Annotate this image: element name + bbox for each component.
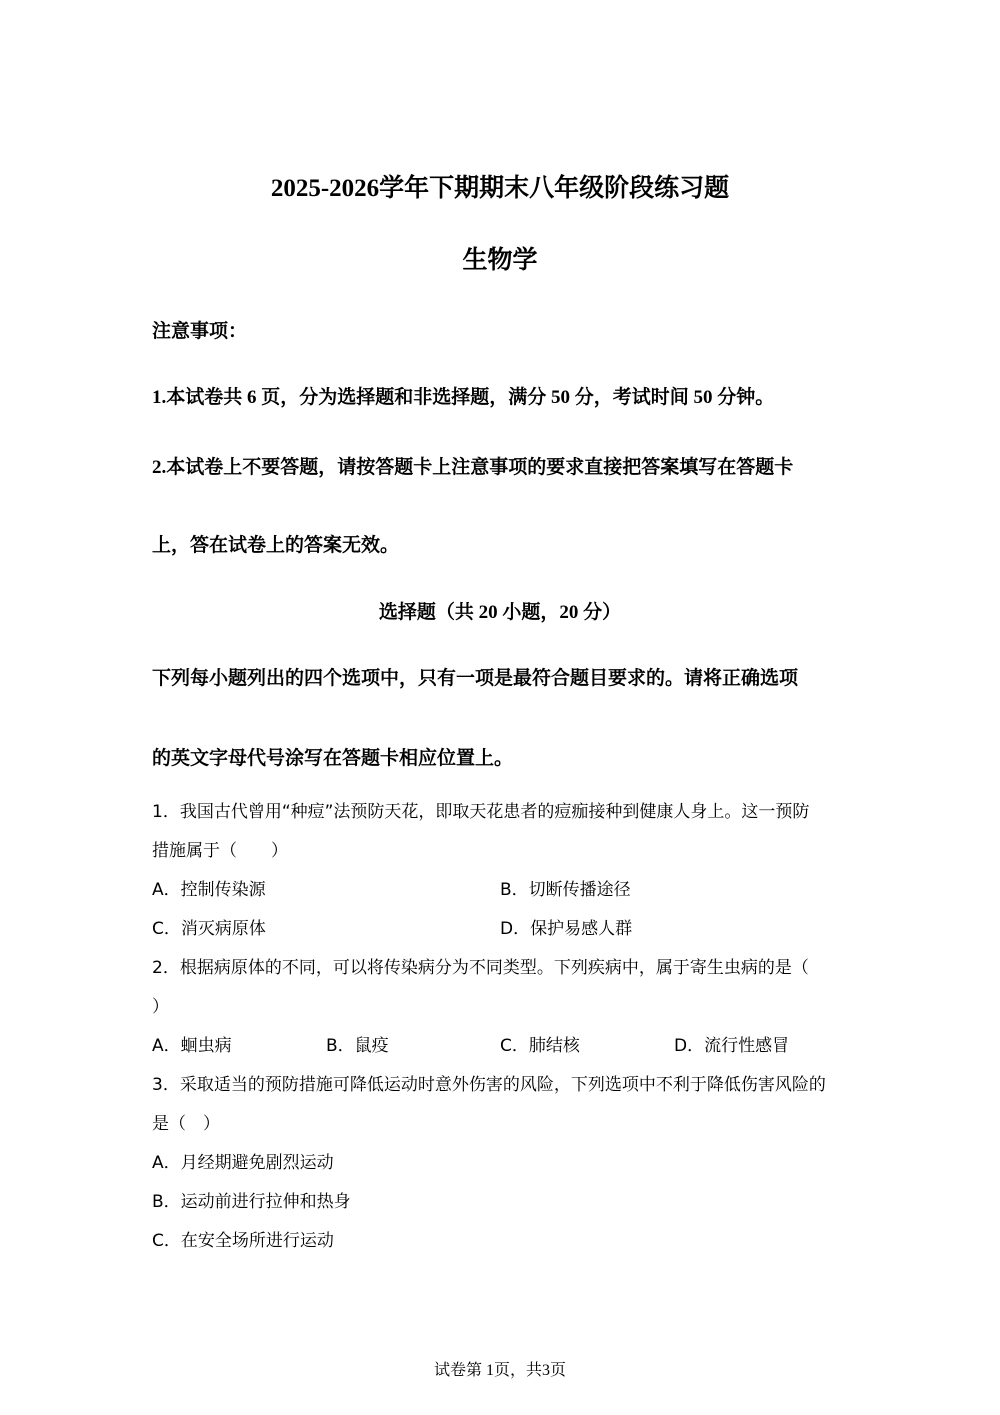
question-1-option-a: A．控制传染源	[152, 880, 266, 900]
question-1-option-b: B．切断传播途径	[500, 880, 631, 900]
notice-item-2-line-1: 2.本试卷上不要答题，请按答题卡上注意事项的要求直接把答案填写在答题卡	[152, 457, 794, 478]
question-3-stem-line-1: 3．采取适当的预防措施可降低运动时意外伤害的风险，下列选项中不利于降低伤害风险的	[152, 1075, 826, 1095]
question-3-stem-line-2: 是（ ）	[152, 1114, 220, 1134]
notice-item-1: 1.本试卷共 6 页，分为选择题和非选择题，满分 50 分，考试时间 50 分钟。	[152, 387, 775, 408]
question-2-option-d: D．流行性感冒	[674, 1036, 790, 1056]
question-2-option-a: A．蛔虫病	[152, 1036, 232, 1056]
section-title: 选择题（共 20 小题，20 分）	[378, 602, 622, 623]
question-3-option-c: C．在安全场所进行运动	[152, 1231, 334, 1251]
question-3-option-b: B．运动前进行拉伸和热身	[152, 1192, 351, 1212]
question-1-option-d: D．保护易感人群	[500, 919, 633, 939]
question-1-stem-line-2: 措施属于（ ）	[152, 841, 288, 861]
page-footer: 试卷第 1页，共3页	[433, 1362, 566, 1379]
exam-title: 2025-2026学年下期期末八年级阶段练习题	[270, 175, 730, 202]
question-1-stem-line-1: 1．我国古代曾用“种痘”法预防天花，即取天花患者的痘痂接种到健康人身上。这一预防	[152, 802, 810, 822]
question-1-option-c: C．消灭病原体	[152, 919, 266, 939]
section-instruction-line-1: 下列每小题列出的四个选项中，只有一项是最符合题目要求的。请将正确选项	[152, 668, 799, 689]
subject-title: 生物学	[462, 247, 538, 274]
question-2-stem-line-1: 2．根据病原体的不同，可以将传染病分为不同类型。下列疾病中，属于寄生虫病的是（	[152, 958, 809, 978]
notice-item-2-line-2: 上，答在试卷上的答案无效。	[152, 535, 400, 556]
question-3-option-a: A．月经期避免剧烈运动	[152, 1153, 334, 1173]
question-2-option-b: B．鼠疫	[326, 1036, 389, 1056]
notice-heading: 注意事项：	[152, 321, 248, 342]
question-2-stem-line-2: ）	[152, 997, 169, 1017]
section-instruction-line-2: 的英文字母代号涂写在答题卡相应位置上。	[152, 748, 514, 769]
question-2-option-c: C．肺结核	[500, 1036, 580, 1056]
